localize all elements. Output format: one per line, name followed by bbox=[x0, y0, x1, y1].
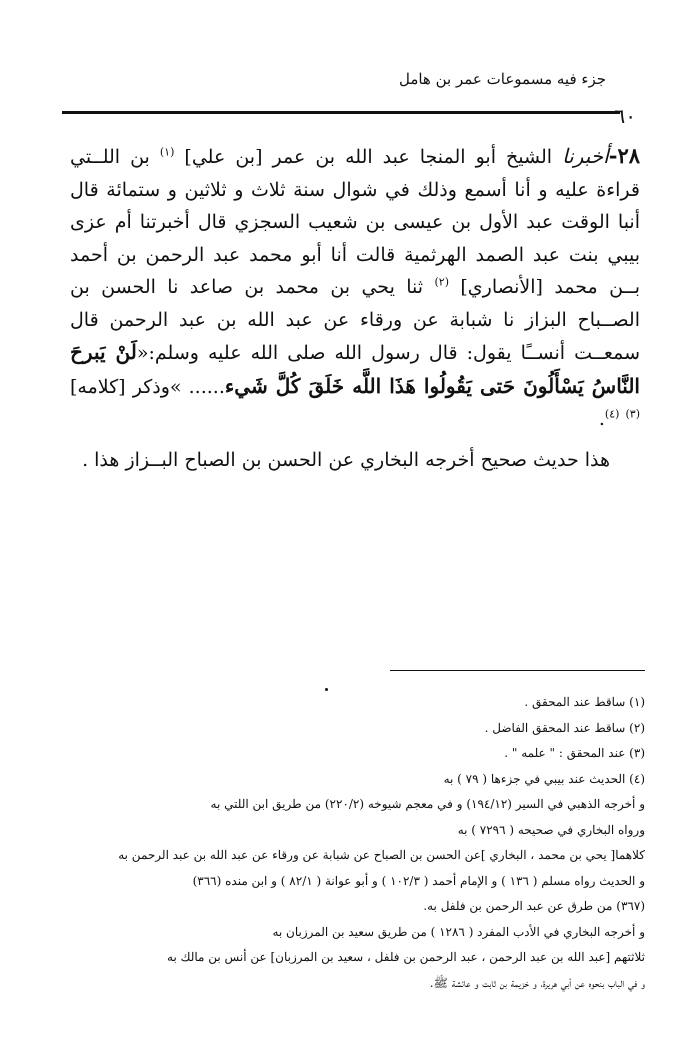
isnad-part-2: بن اللــتي قراءة عليه و أنا أسمع وذلك في شوال سنة ثلاث و ثلاثين و ستمائة قال أنبا الوقت عبد الأول بن عيسى بن شعيب السجزي قال أخبرتنا أم عزى بيبي بنت عبد الصمد الهرثمية قالت أنا أبو محمد عبد الرحمن بن أحمد بــن محمد [الأنصاري] bbox=[70, 146, 640, 298]
hadith-number: ٢٨- bbox=[608, 143, 640, 168]
isnad-part-4: ...... »وذكر [كلامه] bbox=[70, 375, 225, 398]
footnote-ref-1[interactable]: (١) bbox=[159, 145, 175, 159]
isnad-part-1: الشيخ أبو المنجا عبد الله بن عمر [بن علي] bbox=[174, 146, 563, 168]
footnote-4-line-2: و أخرجه الذهبي في السير (١٩٤/١٢) و في معجم شيوخه (٢٢٠/٢) من طريق ابن اللتي به bbox=[210, 797, 645, 811]
grading-paragraph: هذا حديث صحيح أخرجه البخاري عن الحسن بن الصباح البــزاز هذا . bbox=[82, 448, 610, 471]
footnote-ref-2[interactable]: (٢) bbox=[434, 275, 449, 289]
paragraph-end: . bbox=[598, 408, 605, 430]
page-number: ٦٠ bbox=[614, 104, 636, 128]
footnote-ref-3[interactable]: (٣) bbox=[625, 407, 640, 421]
footnote-4-line-5: و الحديث رواه مسلم ( ١٣٦ ) و الإمام أحمد ( ١٠٢/٣ ) و أبو عوانة ( ٨٢/١ ) و ابن منده (٣٦٦) bbox=[192, 873, 645, 888]
hadith-paragraph bbox=[70, 140, 640, 436]
akhbarana-word: أخبرنا bbox=[562, 144, 609, 168]
footnote-1: (١) ساقط عند المحقق . bbox=[524, 695, 645, 709]
running-header: جزء فيه مسموعات عمر بن هامل bbox=[398, 70, 606, 88]
hadith-quote: لَنْ يَبرحَ النَّاسُ يَسْأَلُونَ حَتى يَقُولُوا هَذَا اللَّه خَلَقَ كُلَّ شَيء bbox=[70, 340, 640, 398]
footnote-4: (٤) الحديث عند بيبي في جزءها ( ٧٩ ) به bbox=[443, 771, 645, 786]
footnote-rule bbox=[390, 670, 645, 671]
footnote-3: (٣) عند المحقق : " علمه " . bbox=[504, 746, 645, 760]
footnote-4-line-7: و أخرجه البخاري في الأدب المفرد ( ١٢٨٦ ) من طريق سعيد بن المرزبان به bbox=[272, 924, 645, 939]
footnote-4-line-6: (٣٦٧) من طرق عن عبد الرحمن بن فلفل به. bbox=[423, 899, 645, 913]
main-text bbox=[70, 140, 640, 476]
footnote-4-line-4: كلاهما[ يحي بن محمد ، البخاري ]عن الحسن بن الصباح عن شبابة عن ورقاء عن عبد الله بن عبد الرحمن به bbox=[118, 848, 645, 862]
header-rule bbox=[62, 111, 620, 114]
isnad-part-3: ثنا يحي بن محمد بن صاعد نا الحسن بن الصــباح البزاز نا شبابة عن ورقاء عن عبد الله بن عبد الرحمن قال سمعــت أنســًا يقول: قال رسول الله صلى الله عليه وسلم:« bbox=[70, 276, 641, 364]
footnote-ref-4[interactable]: (٤) bbox=[604, 407, 620, 421]
footnote-4-line-9: و في الباب بنحوه عن أبي هريرة، و خزيمة بن ثابت و عائشة ﷺ. bbox=[429, 975, 645, 990]
footnote-2: (٢) ساقط عند المحقق الفاضل . bbox=[484, 720, 645, 735]
footnote-4-line-3: ورواه البخاري في صحيحه ( ٧٢٩٦ ) به bbox=[457, 822, 645, 837]
footnote-4-line-8: ثلاثتهم [عبد الله بن عبد الرحمن ، عبد الرحمن بن فلفل ، سعيد بن المرزبان] عن أنس بن مالك به bbox=[167, 950, 645, 964]
footnotes bbox=[60, 690, 645, 996]
